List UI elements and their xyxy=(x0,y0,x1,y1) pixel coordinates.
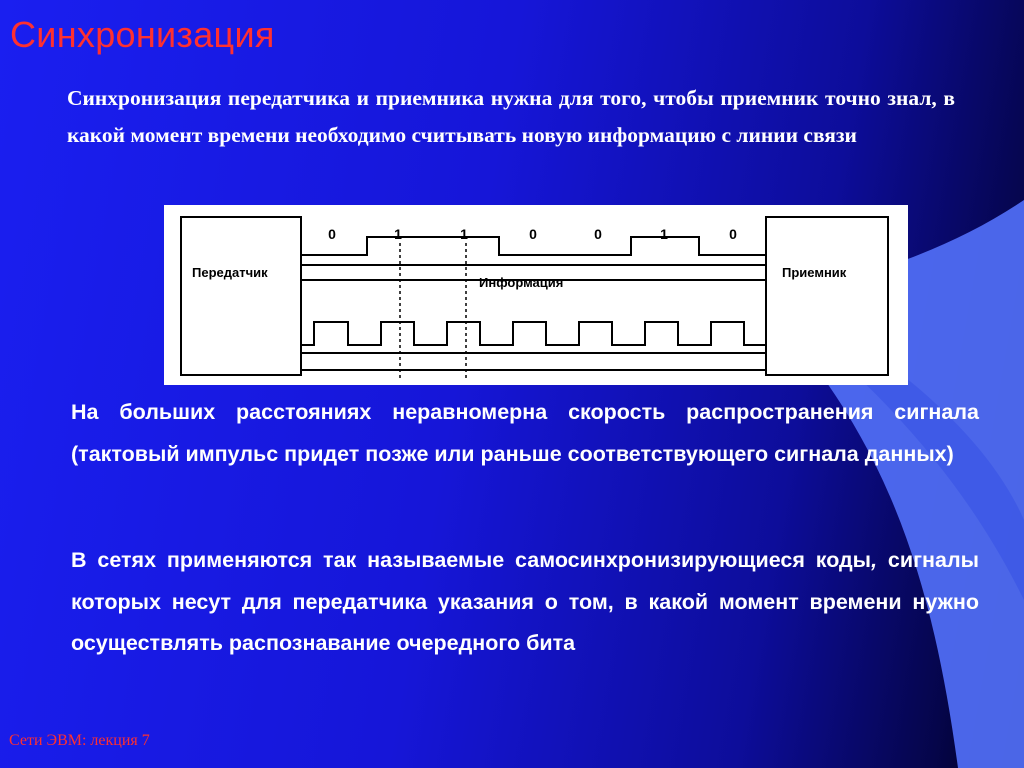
intro-text: Синхронизация передатчика и приемника нужна для того, чтобы приемник точно знал, в какой момент времени необходимо считывать новую информацию с линии связи xyxy=(67,86,955,147)
bit-label: 0 xyxy=(328,226,336,242)
receiver-label: Приемник xyxy=(782,265,847,280)
transmitter-box xyxy=(181,217,301,375)
bit-label: 0 xyxy=(529,226,537,242)
slide-title: Синхронизация xyxy=(10,14,275,55)
bit-label: 1 xyxy=(394,226,402,242)
bit-label: 0 xyxy=(594,226,602,242)
paragraph2-part2: сигналы которых несут для передатчика указания о том, в какой момент времени нужно осуществлять распознавание очередного бита xyxy=(71,548,979,655)
bit-label: 1 xyxy=(460,226,468,242)
receiver-box xyxy=(766,217,888,375)
paragraph-self-sync xyxy=(71,540,979,665)
transmitter-label: Передатчик xyxy=(192,265,268,280)
paragraph2-separator: , xyxy=(871,548,878,572)
footer-label: Сети ЭВМ: лекция 7 xyxy=(9,732,150,749)
paragraph2-part1: В сетях применяются так называемые самосинхронизирующиеся коды xyxy=(71,548,872,572)
sync-diagram xyxy=(164,205,908,385)
paragraph-distance: На больших расстояниях неравномерна скорость распространения сигнала (тактовый импульс придет позже или раньше соответствующего сигнала данных) xyxy=(71,400,979,466)
bit-label: 0 xyxy=(729,226,737,242)
info-label: Информация xyxy=(479,275,564,290)
clock-waveform xyxy=(301,322,766,345)
bit-label: 1 xyxy=(660,226,668,242)
